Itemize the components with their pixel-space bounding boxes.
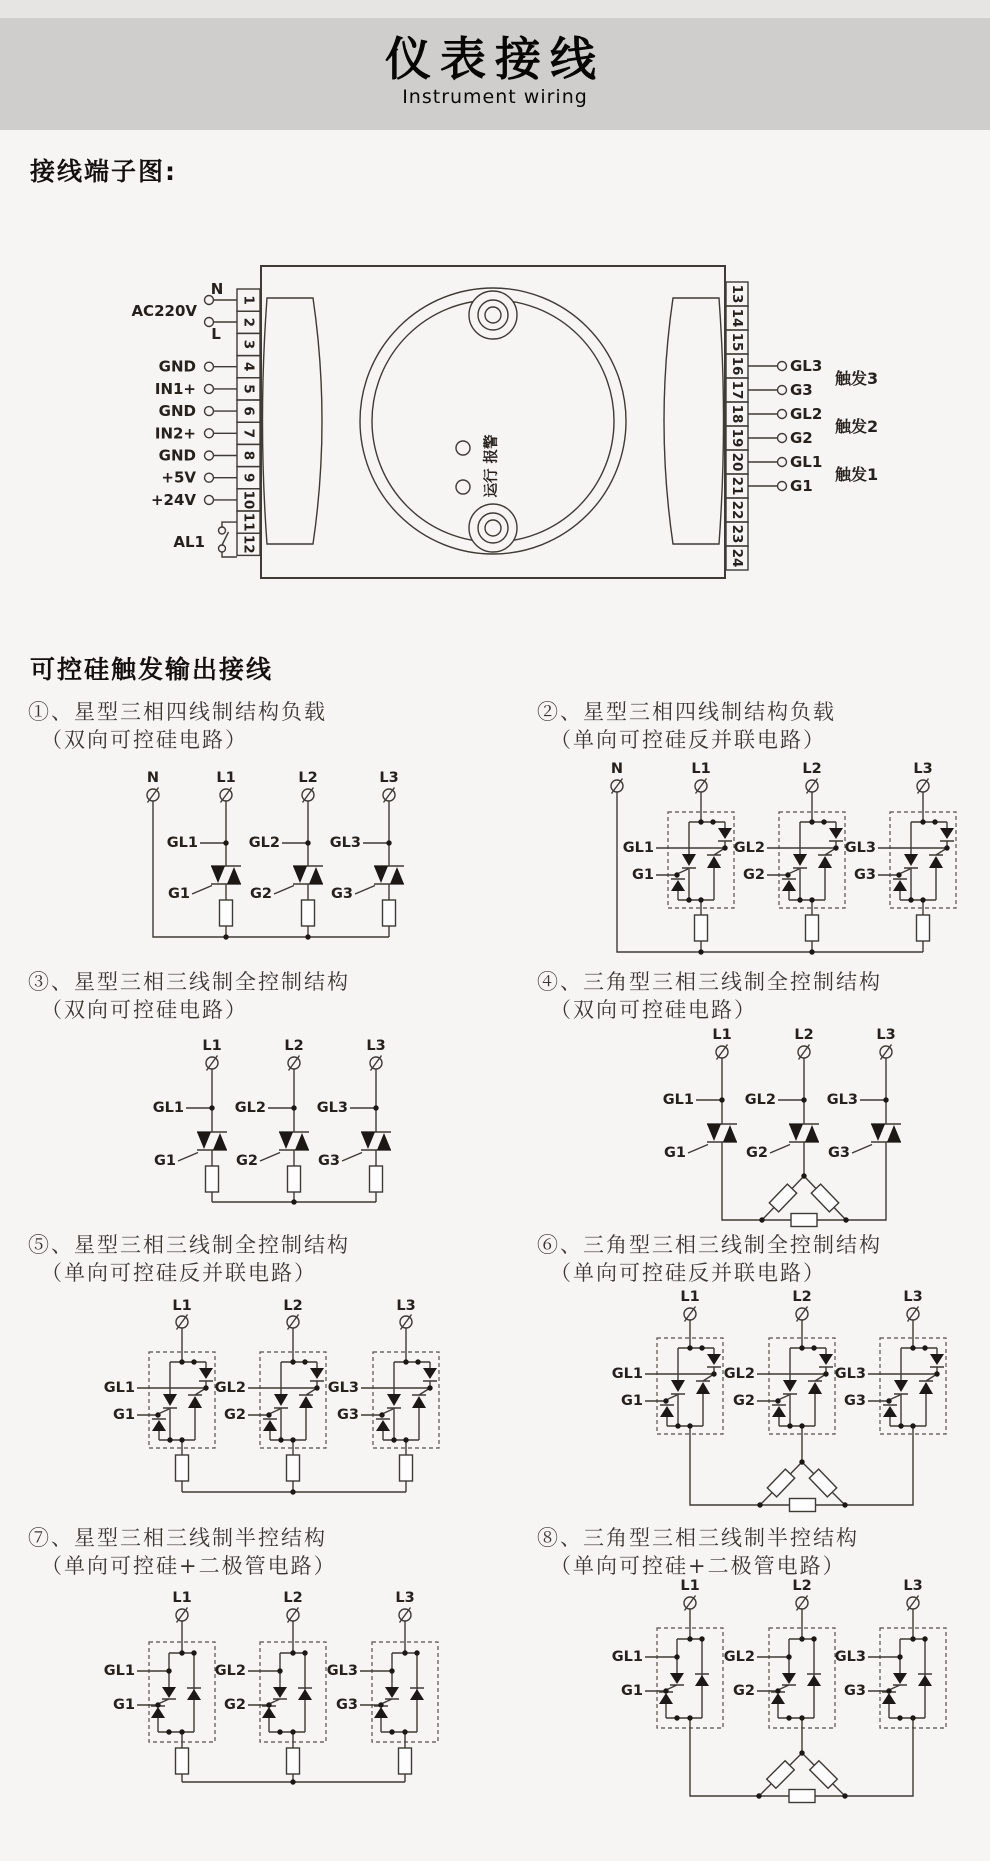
phase-label: L3 bbox=[395, 1590, 415, 1606]
gate-label: GL3 bbox=[834, 1649, 866, 1665]
phase-label: L1 bbox=[172, 1298, 192, 1314]
circuit-title-line1: ⑦、星型三相三线制半控结构 bbox=[28, 1526, 327, 1550]
phase-label: L3 bbox=[876, 1027, 896, 1043]
gate-label: G1 bbox=[113, 1697, 135, 1713]
circuit-title-line2: （单向可控硅反并联电路） bbox=[550, 728, 826, 752]
phase-label: L2 bbox=[792, 1289, 812, 1305]
gate-label: G2 bbox=[733, 1683, 755, 1699]
gate-label: GL3 bbox=[834, 1366, 866, 1382]
pin-label: G2 bbox=[790, 429, 813, 447]
circuit-title-8 bbox=[537, 1524, 859, 1580]
left-bracket bbox=[263, 298, 323, 544]
gate-label: G1 bbox=[113, 1407, 135, 1423]
top-screw-icon bbox=[478, 300, 508, 330]
alarm-led-label: 报警 bbox=[484, 434, 500, 464]
gate-label: G3 bbox=[337, 1407, 359, 1423]
gate-label: G3 bbox=[336, 1697, 358, 1713]
gate-label: G2 bbox=[743, 867, 765, 883]
gate-label: GL3 bbox=[316, 1100, 348, 1116]
pin-label: GND bbox=[158, 402, 196, 421]
circuit-title-line1: ⑥、三角型三相三线制全控制结构 bbox=[537, 1233, 882, 1257]
wires bbox=[617, 792, 923, 952]
phase-label: L3 bbox=[913, 761, 933, 777]
phase-label: L3 bbox=[903, 1578, 923, 1594]
circuit-title-4 bbox=[537, 968, 882, 1024]
circuit-title-3 bbox=[28, 968, 350, 1024]
gate-label: GL2 bbox=[248, 835, 280, 851]
gate-label: GL1 bbox=[622, 840, 654, 856]
circuit-title-line2: （单向可控硅+二极管电路） bbox=[41, 1554, 337, 1578]
run-led-icon bbox=[456, 480, 470, 494]
terminal-number: 12 bbox=[240, 534, 257, 554]
circuit-title-line1: ②、星型三相四线制结构负载 bbox=[537, 700, 836, 724]
terminal-number: 9 bbox=[240, 472, 257, 483]
gate-label: GL1 bbox=[103, 1380, 135, 1396]
phase-label: L3 bbox=[903, 1289, 923, 1305]
gate-label: G2 bbox=[236, 1153, 258, 1169]
gate-label: GL2 bbox=[733, 840, 765, 856]
right-terminal-strip bbox=[726, 282, 748, 570]
phase-label: L1 bbox=[680, 1289, 700, 1305]
wires bbox=[690, 1609, 913, 1796]
gate-label: G1 bbox=[154, 1153, 176, 1169]
run-led-label: 运行 bbox=[484, 468, 500, 498]
page-title: 仪表接线 bbox=[385, 32, 605, 86]
pin-label: GL2 bbox=[790, 405, 823, 423]
terminal-number: 14 bbox=[729, 308, 745, 328]
terminal-number: 5 bbox=[240, 384, 257, 394]
gate-label: GL3 bbox=[329, 835, 361, 851]
gate-label: GL2 bbox=[214, 1663, 246, 1679]
terminal-number: 3 bbox=[240, 339, 257, 350]
gate-label: GL1 bbox=[166, 835, 198, 851]
gate-label: G1 bbox=[621, 1393, 643, 1409]
pin-label: IN1+ bbox=[154, 379, 196, 398]
gate-label: GL3 bbox=[326, 1663, 358, 1679]
gate-label: GL1 bbox=[152, 1100, 184, 1116]
pin-label: GND bbox=[158, 446, 196, 465]
circuit-title-line1: ⑧、三角型三相三线制半控结构 bbox=[537, 1526, 859, 1550]
phase-label: L2 bbox=[283, 1590, 303, 1606]
phase-label: L2 bbox=[792, 1578, 812, 1594]
terminal-number: 2 bbox=[240, 317, 257, 328]
gate-label: GL2 bbox=[744, 1092, 776, 1108]
pin-label-n: N bbox=[210, 280, 224, 298]
trigger-group-label: 触发1 bbox=[835, 465, 879, 484]
gate-label: GL2 bbox=[234, 1100, 266, 1116]
phase-label: L2 bbox=[283, 1298, 303, 1314]
terminal-number: 24 bbox=[729, 548, 745, 568]
wires bbox=[690, 1320, 913, 1505]
phase-label: L2 bbox=[794, 1027, 814, 1043]
pin-label: +24V bbox=[150, 490, 196, 509]
wires bbox=[182, 1621, 405, 1782]
gate-label: GL1 bbox=[103, 1663, 135, 1679]
al1-switch-contact bbox=[219, 545, 226, 552]
phase-label: N bbox=[146, 770, 160, 786]
circuit-title-line1: ①、星型三相四线制结构负载 bbox=[28, 700, 327, 724]
terminal-number: 18 bbox=[729, 404, 745, 424]
circuit-title-1 bbox=[28, 698, 327, 754]
gate-label: GL3 bbox=[826, 1092, 858, 1108]
top-strip bbox=[0, 0, 990, 18]
circuit-title-line2: （单向可控硅+二极管电路） bbox=[550, 1554, 846, 1578]
circuit-title-line1: ⑤、星型三相三线制全控制结构 bbox=[28, 1233, 350, 1257]
gate-label: GL1 bbox=[611, 1366, 643, 1382]
phase-label: L2 bbox=[284, 1038, 304, 1054]
terminal-number: 19 bbox=[729, 428, 745, 448]
wires bbox=[688, 1058, 886, 1220]
terminal-number: 10 bbox=[240, 490, 257, 510]
gate-label: GL2 bbox=[723, 1649, 755, 1665]
left-pin-wires bbox=[131, 280, 237, 557]
terminal-number: 7 bbox=[240, 428, 257, 439]
phase-label: L3 bbox=[396, 1298, 416, 1314]
gate-label: G3 bbox=[844, 1393, 866, 1409]
phase-label: L3 bbox=[366, 1038, 386, 1054]
wires bbox=[182, 1328, 406, 1492]
instrument-housing bbox=[261, 266, 725, 578]
terminal-number: 4 bbox=[240, 361, 257, 372]
wires bbox=[153, 801, 389, 937]
terminal-number: 22 bbox=[729, 500, 745, 520]
gate-label: G2 bbox=[224, 1407, 246, 1423]
circuit-title-line2: （单向可控硅反并联电路） bbox=[41, 1261, 317, 1285]
pin-label-ac220v: AC220V bbox=[131, 302, 197, 320]
pin-label-l: L bbox=[211, 325, 221, 343]
header-banner bbox=[0, 18, 990, 130]
terminal-number: 15 bbox=[729, 332, 745, 352]
gate-label: GL2 bbox=[214, 1380, 246, 1396]
terminal-number: 17 bbox=[729, 380, 745, 400]
phase-label: L3 bbox=[379, 770, 399, 786]
trigger-group-label: 触发2 bbox=[835, 417, 879, 436]
gate-label: GL3 bbox=[844, 840, 876, 856]
pin-label: IN2+ bbox=[154, 424, 196, 443]
phase-label: L1 bbox=[712, 1027, 732, 1043]
phase-label: L1 bbox=[202, 1038, 222, 1054]
circuit-title-5 bbox=[28, 1231, 350, 1287]
gate-label: G3 bbox=[828, 1145, 850, 1161]
left-terminal-strip bbox=[237, 289, 260, 555]
circuit-title-6 bbox=[537, 1231, 882, 1287]
pin-label: GL1 bbox=[790, 453, 823, 471]
al1-switch-contact bbox=[219, 527, 226, 534]
gate-label: G1 bbox=[664, 1145, 686, 1161]
gate-label: G3 bbox=[318, 1153, 340, 1169]
terminal-number: 1 bbox=[240, 295, 257, 305]
terminal-number: 11 bbox=[240, 512, 257, 532]
al1-switch-blade bbox=[222, 532, 229, 545]
pin-label: GL3 bbox=[790, 357, 823, 375]
scr-output-heading: 可控硅触发输出接线 bbox=[30, 655, 274, 684]
gate-label: G3 bbox=[844, 1683, 866, 1699]
circuit-title-line2: （双向可控硅电路） bbox=[41, 998, 248, 1022]
phase-label: L1 bbox=[172, 1590, 192, 1606]
page-subtitle: Instrument wiring bbox=[402, 86, 588, 108]
circuit-title-line2: （双向可控硅电路） bbox=[550, 998, 757, 1022]
trigger-group-label: 触发3 bbox=[835, 369, 879, 388]
wires bbox=[178, 1069, 376, 1202]
gate-label: G1 bbox=[632, 867, 654, 883]
circuit-title-2 bbox=[537, 698, 836, 754]
gate-label: GL1 bbox=[662, 1092, 694, 1108]
right-pin-wires bbox=[748, 357, 878, 495]
gate-label: G2 bbox=[250, 886, 272, 902]
right-bracket bbox=[664, 298, 724, 544]
terminal-number: 21 bbox=[729, 476, 745, 496]
phase-label: L1 bbox=[216, 770, 236, 786]
bottom-screw-icon bbox=[478, 513, 508, 543]
gate-label: GL1 bbox=[611, 1649, 643, 1665]
phase-label: L1 bbox=[691, 761, 711, 777]
pin-label-al1: AL1 bbox=[173, 533, 205, 551]
alarm-led-icon bbox=[456, 441, 470, 455]
circuit-title-line1: ④、三角型三相三线制全控制结构 bbox=[537, 970, 882, 994]
gate-label: G2 bbox=[733, 1393, 755, 1409]
terminal-number: 6 bbox=[240, 406, 257, 416]
circuit-title-line2: （单向可控硅反并联电路） bbox=[550, 1261, 826, 1285]
terminal-heading: 接线端子图: bbox=[30, 157, 177, 186]
terminal-number: 23 bbox=[729, 524, 745, 544]
terminal-number: 16 bbox=[729, 356, 745, 376]
phase-label: N bbox=[610, 761, 624, 777]
pin-label: G3 bbox=[790, 381, 813, 399]
gate-label: GL3 bbox=[327, 1380, 359, 1396]
gate-label: G1 bbox=[168, 886, 190, 902]
circuit-title-line1: ③、星型三相三线制全控制结构 bbox=[28, 970, 350, 994]
gate-label: G2 bbox=[746, 1145, 768, 1161]
gate-label: G1 bbox=[621, 1683, 643, 1699]
pin-label: GND bbox=[158, 357, 196, 376]
pin-label: G1 bbox=[790, 477, 813, 495]
phase-label: L1 bbox=[680, 1578, 700, 1594]
gate-label: G2 bbox=[224, 1697, 246, 1713]
pin-label: +5V bbox=[161, 468, 196, 487]
terminal-number: 20 bbox=[729, 452, 745, 472]
terminal-number: 13 bbox=[729, 284, 745, 304]
terminal-number: 8 bbox=[240, 450, 257, 461]
circuit-title-7 bbox=[28, 1524, 337, 1580]
gate-label: G3 bbox=[331, 886, 353, 902]
phase-label: L2 bbox=[298, 770, 318, 786]
gate-label: G3 bbox=[854, 867, 876, 883]
circuit-title-line2: （双向可控硅电路） bbox=[41, 728, 248, 752]
phase-label: L2 bbox=[802, 761, 822, 777]
gate-label: GL2 bbox=[723, 1366, 755, 1382]
